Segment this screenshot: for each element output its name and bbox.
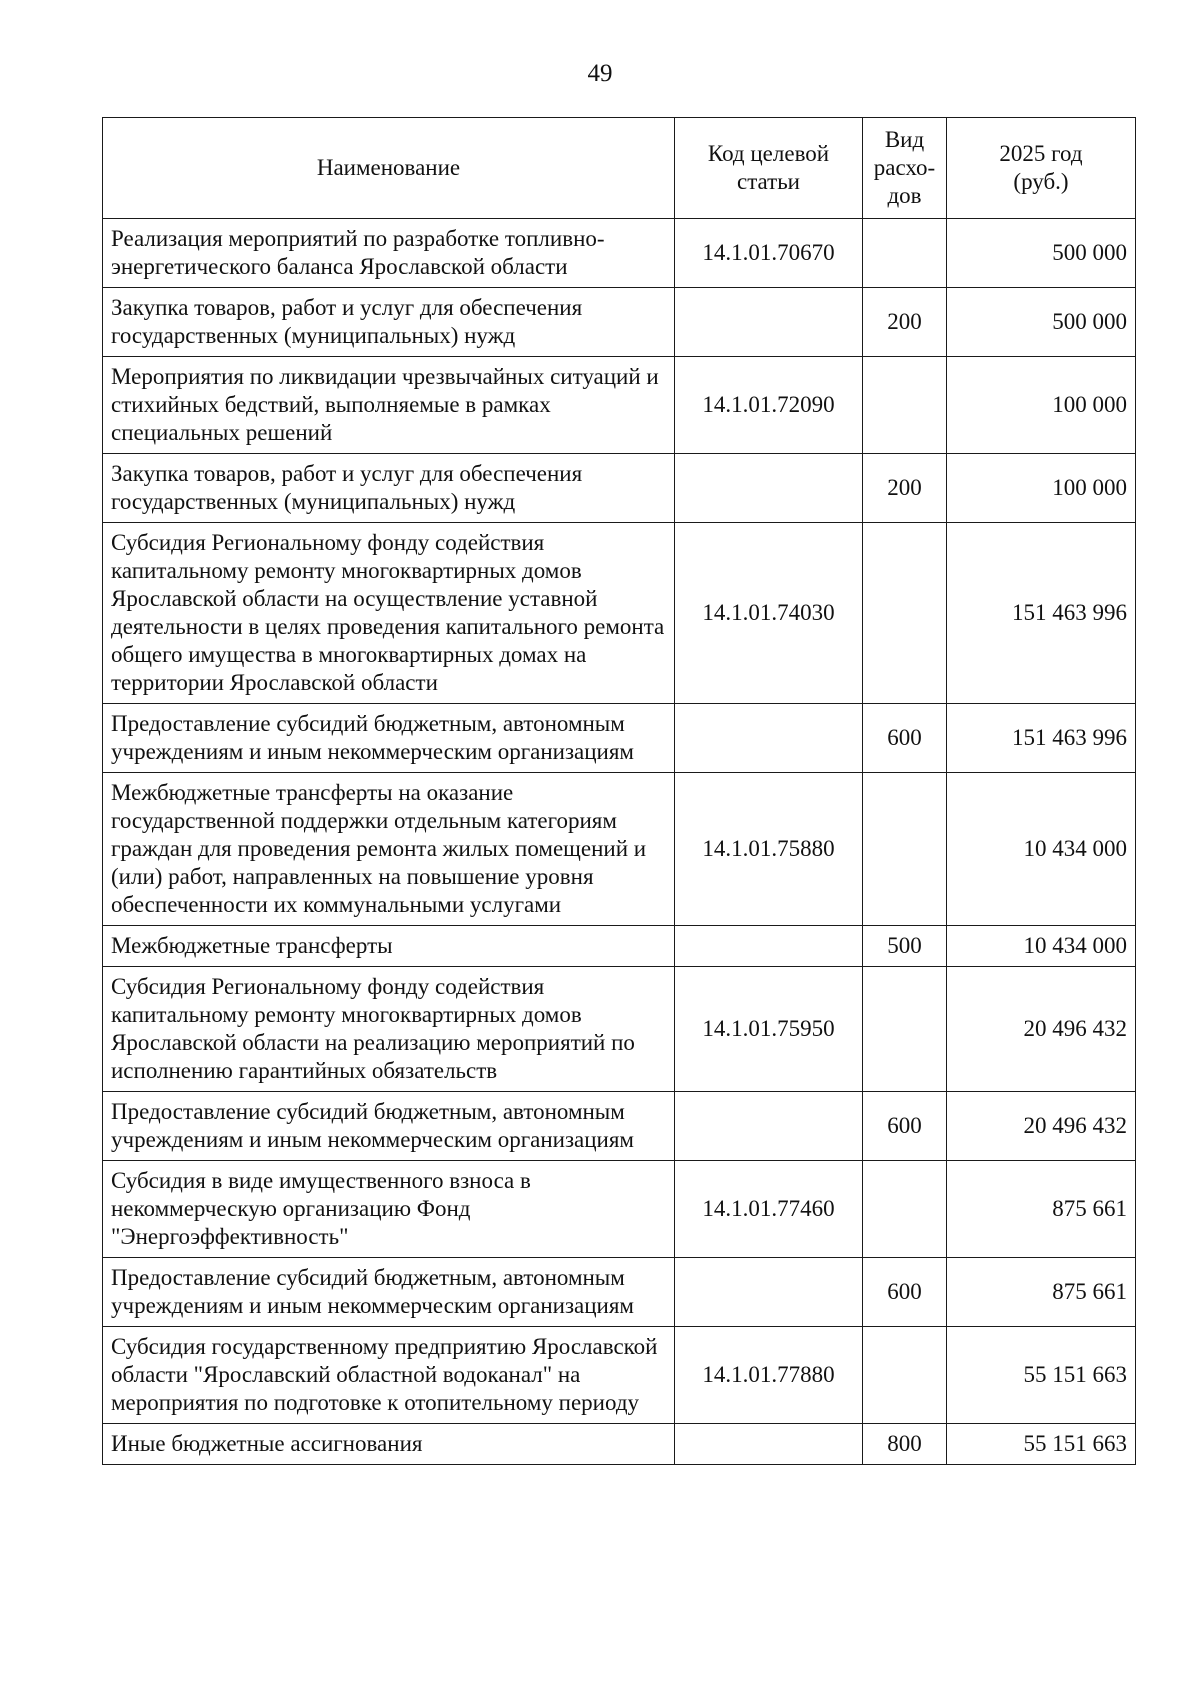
table-row bbox=[103, 454, 1136, 523]
row-amount-cell: 20 496 432 bbox=[947, 1092, 1136, 1161]
row-kind-cell bbox=[863, 1161, 947, 1258]
row-name-cell: Субсидия Региональному фонду содействия капитальному ремонту многоквартирных домов Ярославской области на осуществление уставной деятельности в целях проведения капитального ремонта общего имущества в многоквартирных домах на территории Ярославской области bbox=[103, 523, 675, 704]
header-amount-line: (руб.) bbox=[1013, 169, 1069, 194]
table-row bbox=[103, 219, 1136, 288]
row-kind-cell bbox=[863, 967, 947, 1092]
row-kind-cell: 200 bbox=[863, 454, 947, 523]
budget-table bbox=[102, 117, 1136, 1465]
table-header-row bbox=[103, 118, 1136, 219]
row-kind-cell bbox=[863, 219, 947, 288]
row-amount-cell: 875 661 bbox=[947, 1258, 1136, 1327]
row-amount-cell: 500 000 bbox=[947, 288, 1136, 357]
row-kind-cell: 600 bbox=[863, 1258, 947, 1327]
header-code bbox=[675, 118, 863, 219]
header-kind bbox=[863, 118, 947, 219]
header-kind-line: Вид bbox=[884, 127, 925, 152]
row-name-cell: Реализация мероприятий по разработке топливно-энергетического баланса Ярославской области bbox=[103, 219, 675, 288]
header-code-line: Код целевой bbox=[707, 141, 830, 166]
row-name-cell: Межбюджетные трансферты bbox=[103, 926, 675, 967]
row-amount-cell: 55 151 663 bbox=[947, 1327, 1136, 1424]
row-code-cell: 14.1.01.75880 bbox=[675, 773, 863, 926]
header-name bbox=[103, 118, 675, 219]
row-name-cell: Закупка товаров, работ и услуг для обеспечения государственных (муниципальных) нужд bbox=[103, 454, 675, 523]
table-row bbox=[103, 1327, 1136, 1424]
header-kind-line: расхо- bbox=[873, 155, 936, 180]
row-kind-cell bbox=[863, 1327, 947, 1424]
row-kind-cell: 200 bbox=[863, 288, 947, 357]
row-name-cell: Закупка товаров, работ и услуг для обеспечения государственных (муниципальных) нужд bbox=[103, 288, 675, 357]
row-amount-cell: 10 434 000 bbox=[947, 773, 1136, 926]
row-kind-cell bbox=[863, 523, 947, 704]
table-body bbox=[103, 219, 1136, 1465]
row-name-cell: Субсидия государственному предприятию Ярославской области "Ярославский областной водоканал" на мероприятия по подготовке к отопительному периоду bbox=[103, 1327, 675, 1424]
row-kind-cell: 600 bbox=[863, 704, 947, 773]
table-row bbox=[103, 288, 1136, 357]
row-code-cell: 14.1.01.74030 bbox=[675, 523, 863, 704]
header-name-label: Наименование bbox=[316, 155, 461, 180]
row-code-cell: 14.1.01.72090 bbox=[675, 357, 863, 454]
row-amount-cell: 10 434 000 bbox=[947, 926, 1136, 967]
row-code-cell: 14.1.01.77880 bbox=[675, 1327, 863, 1424]
row-code-cell bbox=[675, 926, 863, 967]
row-code-cell bbox=[675, 1424, 863, 1465]
header-kind-line: дов bbox=[887, 183, 922, 208]
table-row bbox=[103, 773, 1136, 926]
table-row bbox=[103, 967, 1136, 1092]
row-kind-cell: 500 bbox=[863, 926, 947, 967]
table-row bbox=[103, 523, 1136, 704]
row-name-cell: Субсидия в виде имущественного взноса в некоммерческую организацию Фонд "Энергоэффективность" bbox=[103, 1161, 675, 1258]
table-row bbox=[103, 1258, 1136, 1327]
row-name-cell: Предоставление субсидий бюджетным, автономным учреждениям и иным некоммерческим организациям bbox=[103, 704, 675, 773]
row-name-cell: Предоставление субсидий бюджетным, автономным учреждениям и иным некоммерческим организациям bbox=[103, 1258, 675, 1327]
row-amount-cell: 151 463 996 bbox=[947, 523, 1136, 704]
row-code-cell bbox=[675, 704, 863, 773]
row-name-cell: Субсидия Региональному фонду содействия капитальному ремонту многоквартирных домов Ярославской области на реализацию мероприятий по исполнению гарантийных обязательств bbox=[103, 967, 675, 1092]
row-kind-cell: 600 bbox=[863, 1092, 947, 1161]
row-name-cell: Межбюджетные трансферты на оказание государственной поддержки отдельным категориям граждан для проведения ремонта жилых помещений и (или) работ, направленных на повышение уровня обеспеченности их коммунальными услугами bbox=[103, 773, 675, 926]
row-amount-cell: 151 463 996 bbox=[947, 704, 1136, 773]
row-amount-cell: 100 000 bbox=[947, 357, 1136, 454]
row-code-cell bbox=[675, 454, 863, 523]
row-amount-cell: 20 496 432 bbox=[947, 967, 1136, 1092]
table-row bbox=[103, 1092, 1136, 1161]
row-code-cell bbox=[675, 1258, 863, 1327]
row-code-cell bbox=[675, 1092, 863, 1161]
table-row bbox=[103, 926, 1136, 967]
row-amount-cell: 55 151 663 bbox=[947, 1424, 1136, 1465]
header-code-line: статьи bbox=[736, 169, 800, 194]
row-kind-cell: 800 bbox=[863, 1424, 947, 1465]
row-code-cell: 14.1.01.75950 bbox=[675, 967, 863, 1092]
table-row bbox=[103, 1424, 1136, 1465]
header-amount-line: 2025 год bbox=[999, 141, 1083, 166]
row-code-cell: 14.1.01.77460 bbox=[675, 1161, 863, 1258]
page-number: 49 bbox=[587, 60, 613, 87]
header-amount bbox=[947, 118, 1136, 219]
row-kind-cell bbox=[863, 357, 947, 454]
table-row bbox=[103, 704, 1136, 773]
row-amount-cell: 875 661 bbox=[947, 1161, 1136, 1258]
row-name-cell: Иные бюджетные ассигнования bbox=[103, 1424, 675, 1465]
row-amount-cell: 100 000 bbox=[947, 454, 1136, 523]
row-name-cell: Мероприятия по ликвидации чрезвычайных ситуаций и стихийных бедствий, выполняемые в рамках специальных решений bbox=[103, 357, 675, 454]
row-amount-cell: 500 000 bbox=[947, 219, 1136, 288]
row-name-cell: Предоставление субсидий бюджетным, автономным учреждениям и иным некоммерческим организациям bbox=[103, 1092, 675, 1161]
row-code-cell bbox=[675, 288, 863, 357]
table-row bbox=[103, 357, 1136, 454]
table-row bbox=[103, 1161, 1136, 1258]
row-code-cell: 14.1.01.70670 bbox=[675, 219, 863, 288]
row-kind-cell bbox=[863, 773, 947, 926]
